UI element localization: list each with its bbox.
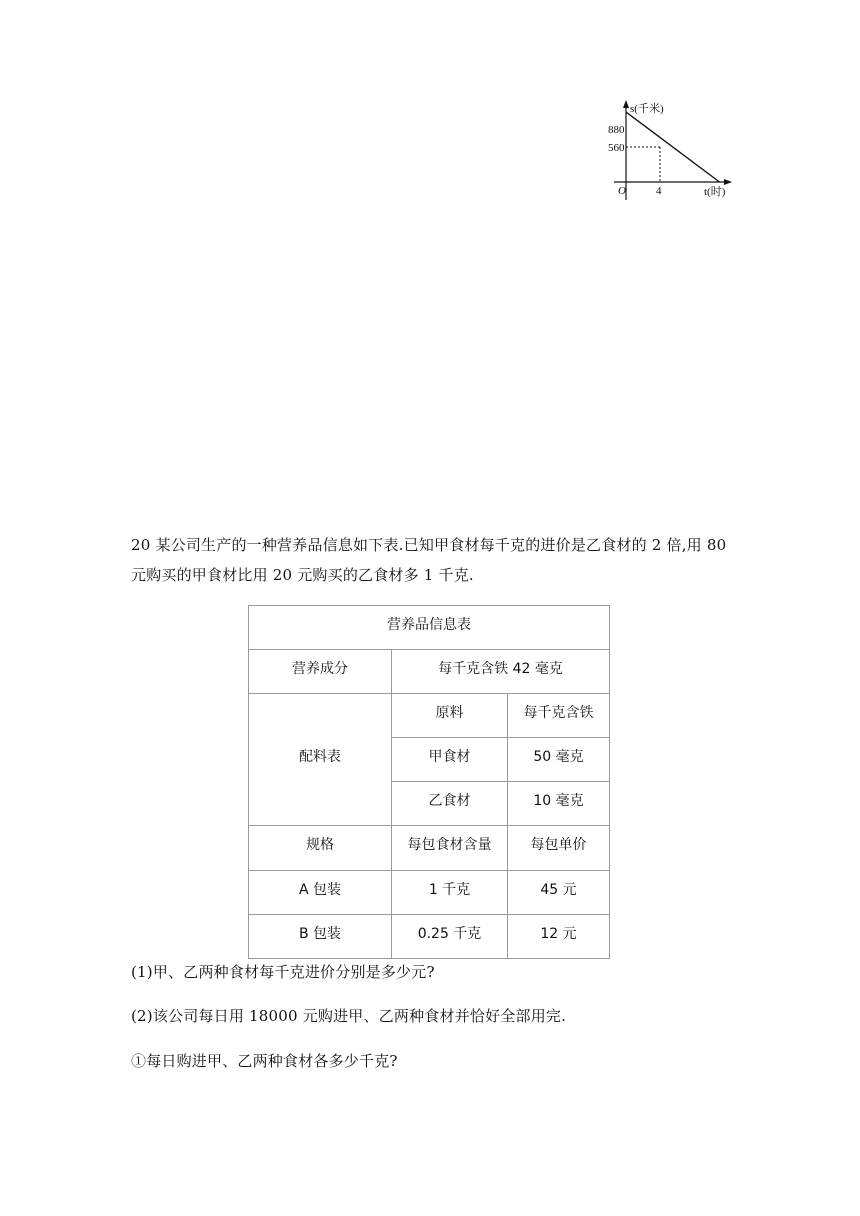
y-axis-label: s(千米) [630,103,664,115]
series-line [626,112,720,182]
distance-time-graph [608,96,738,206]
x-axis-arrow [724,179,732,185]
nutrition-info-table [248,605,610,959]
recipe-header-material: 原料 [392,694,508,738]
recipe-row-yi-iron: 10 毫克 [508,782,610,826]
spec-row-b-content: 0.25 千克 [392,915,508,959]
question-2-part-1: ①每日购进甲、乙两种食材各多少千克? [131,1052,398,1070]
question-1: (1)甲、乙两种食材每千克进价分别是多少元? [131,963,435,981]
y-tick-880: 880 [608,124,625,136]
nutrition-value: 每千克含铁 42 毫克 [392,650,610,694]
nutrition-label: 营养成分 [249,650,392,694]
x-tick-4: 4 [656,185,662,197]
spec-row-b-name: B 包装 [249,915,392,959]
spec-row-a-price: 45 元 [508,871,610,915]
spec-header-content: 每包食材含量 [392,826,508,871]
y-axis-arrow [623,100,629,108]
recipe-row-yi-name: 乙食材 [392,782,508,826]
origin-label: O [618,185,626,197]
recipe-row-jia-name: 甲食材 [392,738,508,782]
spec-row-a-content: 1 千克 [392,871,508,915]
problem-intro: 20 某公司生产的一种营养品信息如下表.已知甲食材每千克的进价是乙食材的 2 倍,用 80 元购买的甲食材比用 20 元购买的乙食材多 1 千克. [131,536,727,584]
spec-row-a-name: A 包装 [249,871,392,915]
spec-header-price: 每包单价 [508,826,610,871]
question-2: (2)该公司每日用 18000 元购进甲、乙两种食材并恰好全部用完. [131,1007,567,1025]
spec-row-b-price: 12 元 [508,915,610,959]
spec-header-spec: 规格 [249,826,392,871]
x-axis-label: t(时) [704,186,726,198]
y-tick-560: 560 [608,142,625,154]
recipe-label: 配料表 [249,694,392,826]
recipe-row-jia-iron: 50 毫克 [508,738,610,782]
table-title: 营养品信息表 [249,606,610,650]
recipe-header-iron: 每千克含铁 [508,694,610,738]
